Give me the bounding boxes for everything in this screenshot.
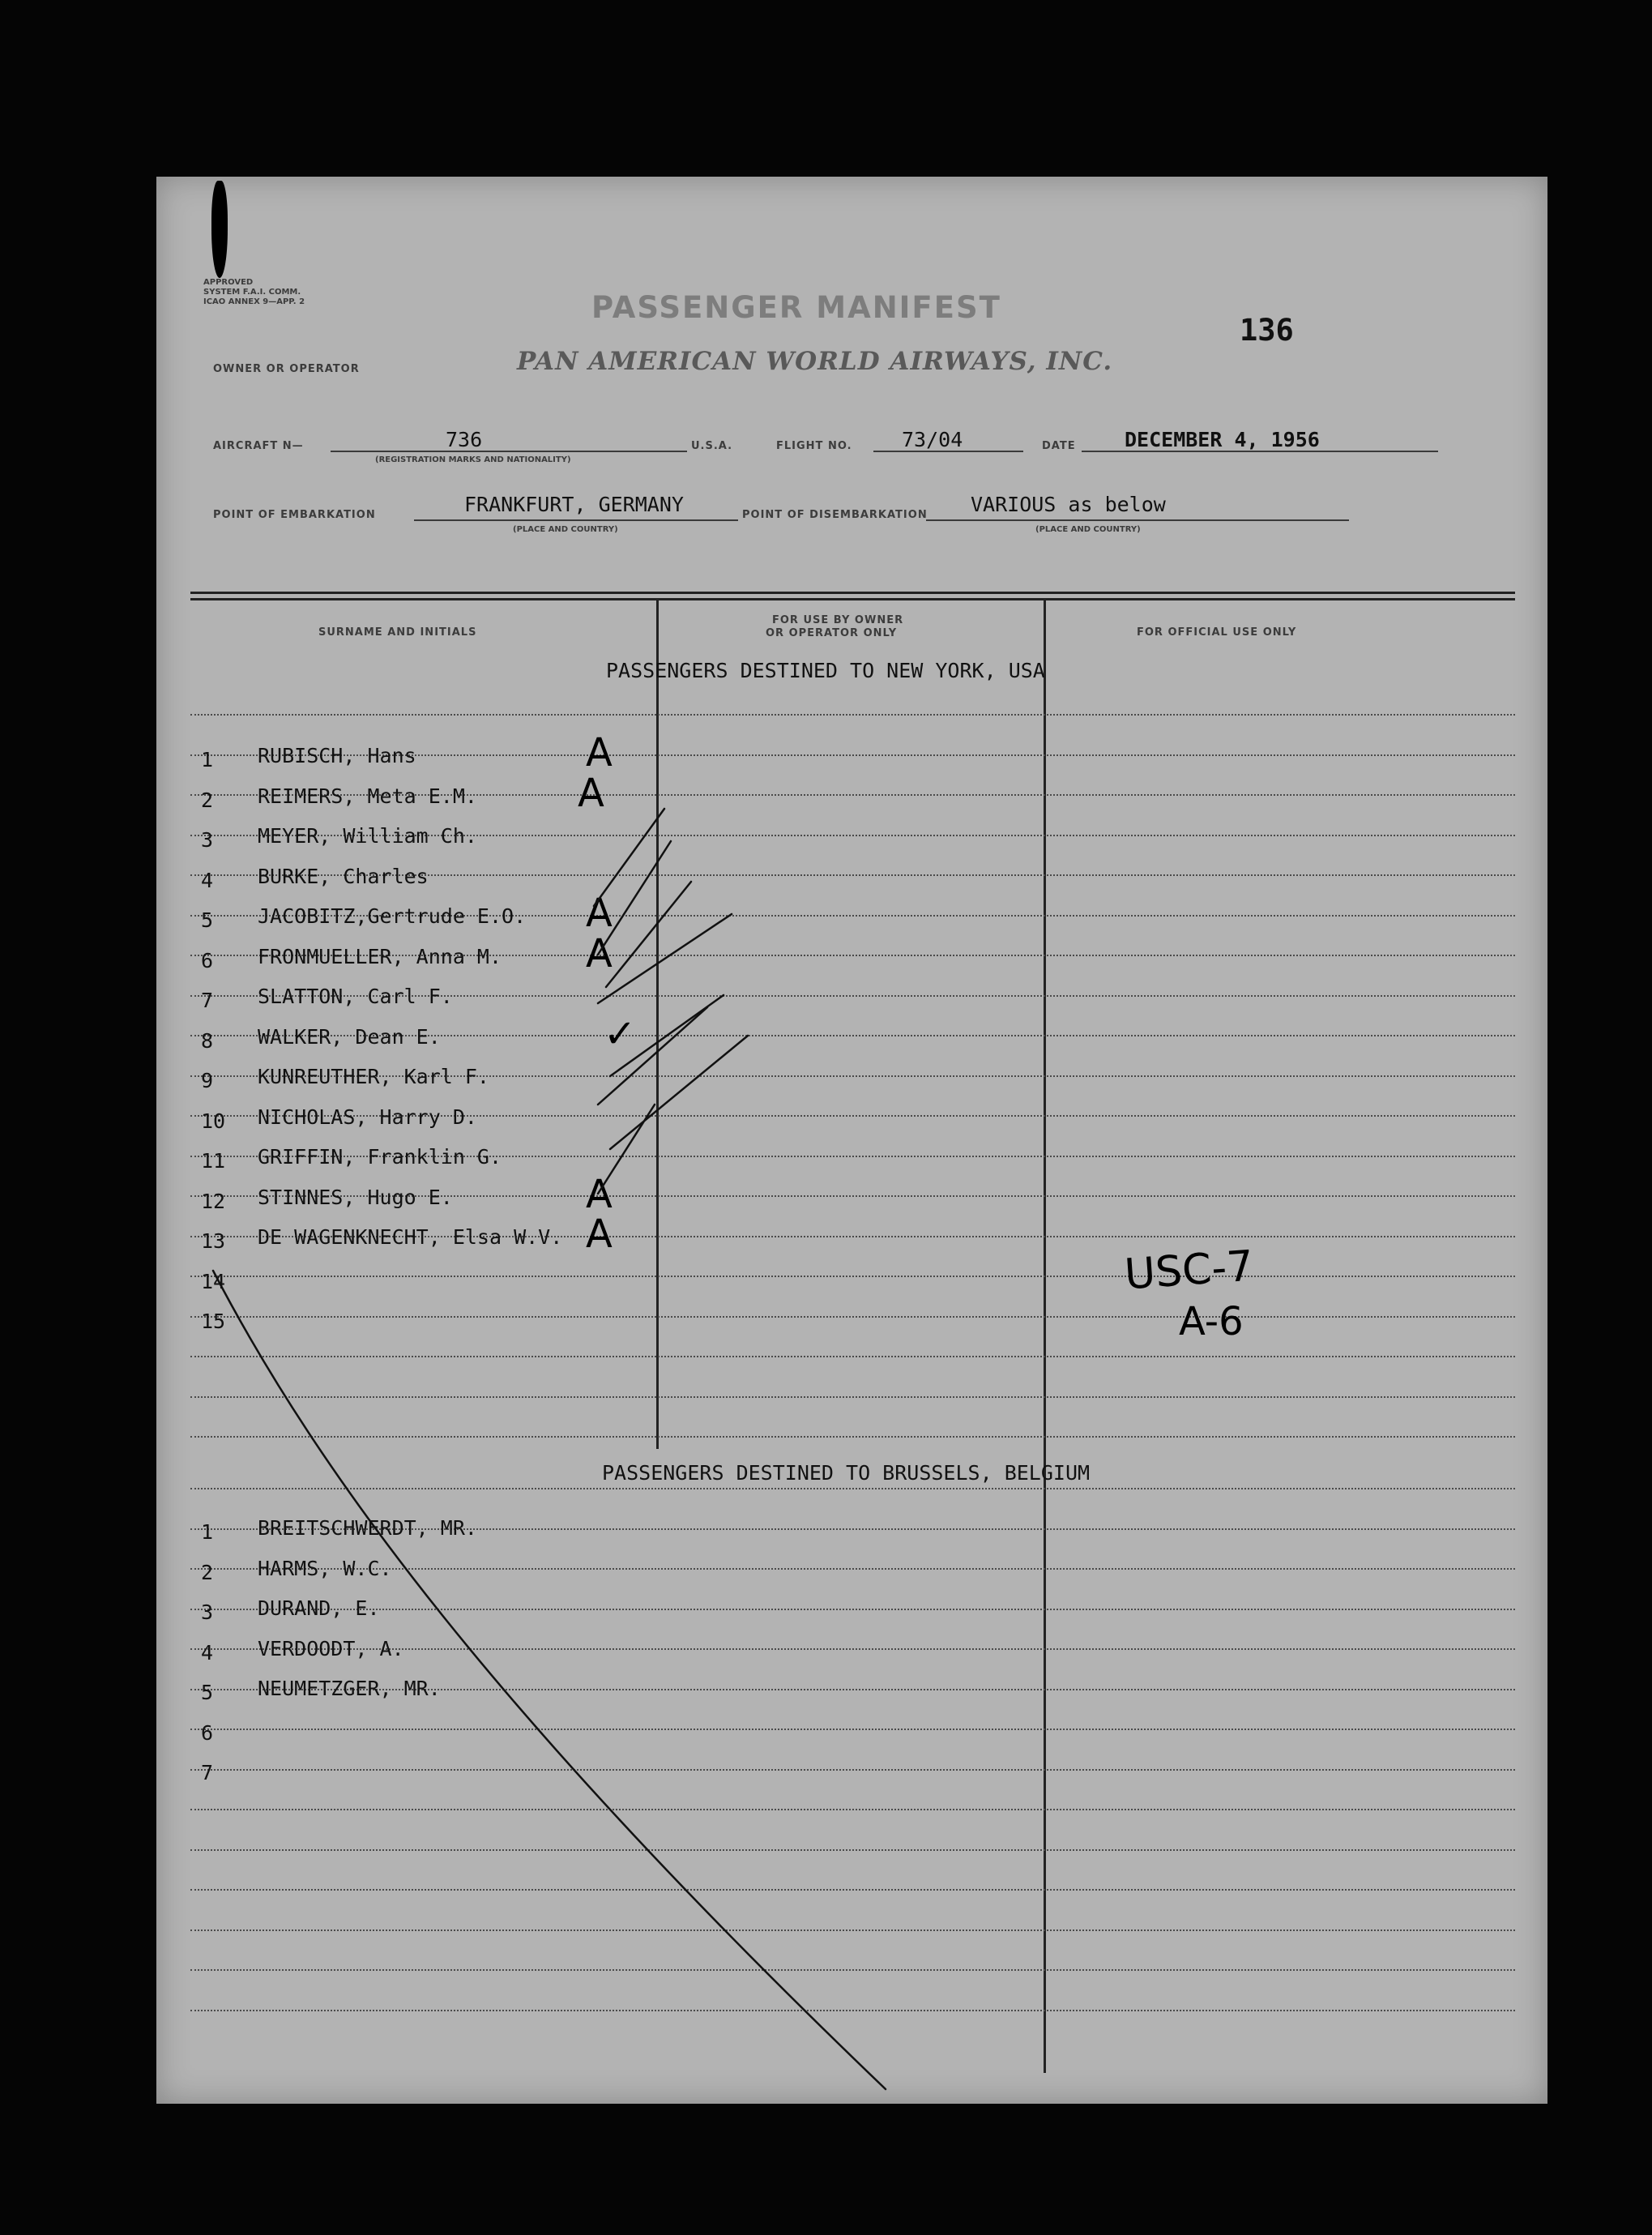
flight-label: FLIGHT NO. (776, 440, 852, 452)
passenger-name: DE WAGENKNECHT, Elsa W.V. (258, 1225, 563, 1249)
row-number: 7 (201, 989, 214, 1012)
row-number: 1 (201, 748, 214, 771)
manifest-page (156, 177, 1547, 2104)
row-number: 12 (201, 1189, 226, 1213)
approval-line: APPROVED (203, 278, 254, 287)
embarkation-value: FRANKFURT, GERMANY (464, 493, 684, 516)
row-number: 9 (201, 1069, 214, 1092)
row-number: 5 (201, 908, 214, 932)
flight-date: DECEMBER 4, 1956 (1125, 428, 1320, 451)
page-title: PASSENGER MANIFEST (591, 290, 1001, 325)
disembarkation-label: POINT OF DISEMBARKATION (742, 509, 928, 521)
date-label: DATE (1042, 440, 1076, 452)
surname-column-header: SURNAME AND INITIALS (318, 626, 477, 639)
approval-line: ICAO ANNEX 9—APP. 2 (203, 297, 305, 306)
row-number: 4 (201, 868, 214, 892)
aircraft-value: 736 (446, 428, 483, 451)
status-mark: ✓ (604, 1011, 637, 1057)
passenger-name: DURAND, E. (258, 1596, 380, 1620)
row-number: 7 (201, 1761, 214, 1784)
passenger-name: NEUMETZGER, MR. (258, 1677, 441, 1700)
disembarkation-sublabel: (PLACE AND COUNTRY) (1035, 525, 1141, 534)
usa-label: U.S.A. (691, 440, 733, 452)
passenger-name: MEYER, William Ch. (258, 824, 477, 848)
aircraft-sublabel: (REGISTRATION MARKS AND NATIONALITY) (375, 455, 571, 464)
owner-column-header-line2: OR OPERATOR ONLY (766, 627, 898, 639)
status-mark: A (586, 1171, 613, 1217)
passenger-name: RUBISCH, Hans (258, 744, 416, 767)
flight-number: 73/04 (902, 428, 963, 451)
page-number: 136 (1240, 313, 1294, 348)
status-mark: A (586, 930, 613, 976)
passenger-name: KUNREUTHER, Karl F. (258, 1065, 489, 1088)
section-heading: PASSENGERS DESTINED TO NEW YORK, USA (606, 659, 1045, 682)
owner-label: OWNER OR OPERATOR (213, 363, 360, 375)
embarkation-sublabel: (PLACE AND COUNTRY) (513, 525, 618, 534)
pen-strokes (156, 177, 1547, 2104)
approval-line: SYSTEM F.A.I. COMM. (203, 288, 301, 297)
row-number: 15 (201, 1310, 226, 1333)
passenger-name: BURKE, Charles (258, 864, 429, 888)
passenger-name: FRONMUELLER, Anna M. (258, 944, 502, 968)
row-number: 10 (201, 1109, 226, 1133)
row-number: 3 (201, 828, 214, 852)
row-number: 2 (201, 1560, 214, 1584)
official-note: A-6 (1179, 1299, 1244, 1344)
passenger-name: REIMERS, Meta E.M. (258, 784, 477, 808)
status-mark: A (586, 730, 613, 776)
passenger-name: HARMS, W.C. (258, 1556, 392, 1580)
owner-column-header-line1: FOR USE BY OWNER (772, 614, 904, 626)
embarkation-label: POINT OF EMBARKATION (213, 509, 376, 521)
aircraft-label: AIRCRAFT N— (213, 440, 304, 452)
row-number: 1 (201, 1520, 214, 1544)
row-number: 14 (201, 1269, 226, 1293)
official-note: USC-7 (1123, 1241, 1256, 1300)
operator-name: PAN AMERICAN WORLD AIRWAYS, INC. (517, 347, 1113, 376)
row-number: 13 (201, 1229, 226, 1253)
official-column-header: FOR OFFICIAL USE ONLY (1137, 626, 1297, 639)
passenger-name: STINNES, Hugo E. (258, 1185, 453, 1209)
status-mark: A (578, 770, 604, 816)
disembarkation-value: VARIOUS as below (971, 493, 1166, 516)
row-number: 11 (201, 1149, 226, 1173)
row-number: 4 (201, 1640, 214, 1664)
passenger-name: GRIFFIN, Franklin G. (258, 1145, 502, 1169)
row-number: 6 (201, 948, 214, 972)
passenger-name: WALKER, Dean E. (258, 1024, 441, 1049)
status-mark: A (586, 1212, 613, 1257)
passenger-name: BREITSCHWERDT, MR. (258, 1516, 477, 1540)
row-number: 6 (201, 1720, 214, 1745)
row-number: 3 (201, 1600, 214, 1624)
section-heading: PASSENGERS DESTINED TO BRUSSELS, BELGIUM (602, 1461, 1091, 1485)
passenger-name: JACOBITZ,Gertrude E.O. (258, 904, 527, 928)
row-number: 2 (201, 788, 214, 812)
passenger-name: NICHOLAS, Harry D. (258, 1105, 477, 1129)
row-number: 8 (201, 1028, 214, 1053)
passenger-name: VERDOODT, A. (258, 1636, 404, 1660)
row-number: 5 (201, 1681, 214, 1704)
status-mark: A (586, 891, 613, 936)
passenger-name: SLATTON, Carl F. (258, 985, 453, 1008)
